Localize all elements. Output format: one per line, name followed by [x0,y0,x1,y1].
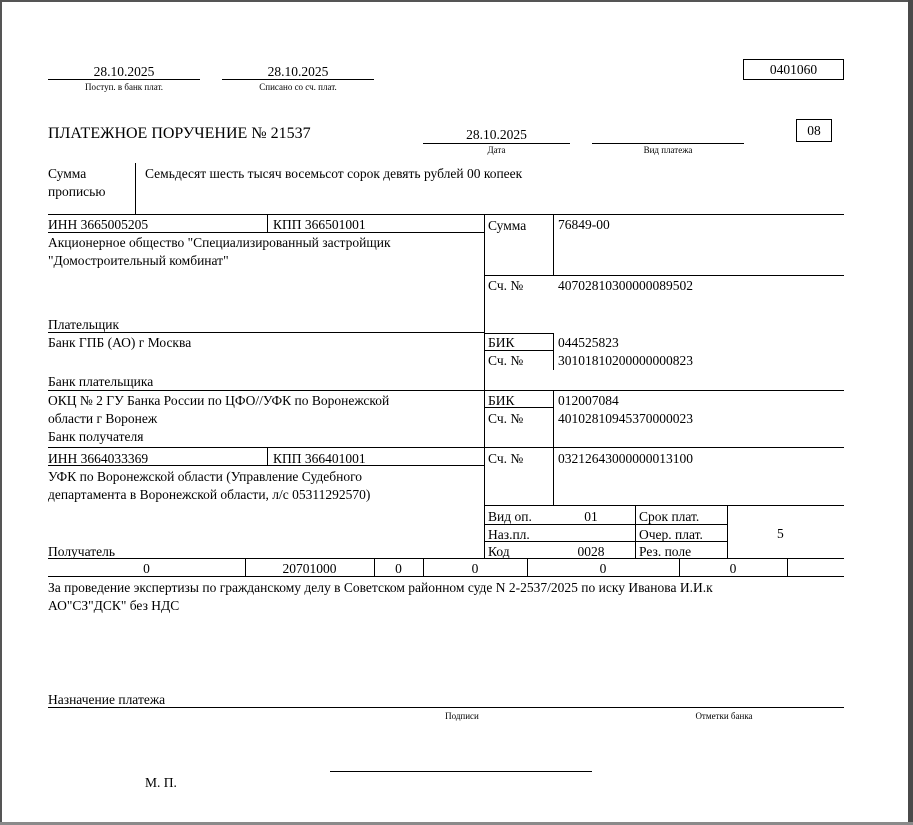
grid-line [48,214,844,215]
payer-bank-account: 30101810200000000823 [558,353,693,368]
payee-name-line-2: департамента в Воронежской области, л/с 05311292570) [48,487,371,502]
tax-field-period: 0 [471,561,479,576]
grid-line [553,214,554,276]
payee-name-line-1: УФК по Воронежской области (Управление Судебного [48,469,363,484]
payer-bank-name: Банк ГПБ (АО) г Москва [48,335,192,350]
reserve-label: Рез. поле [639,544,692,559]
payee-inn: ИНН 3664033369 [48,451,149,466]
received-date-line [48,79,200,80]
tax-field-kbk: 0 [143,561,150,576]
page-border-right [908,0,913,825]
debited-date-line [222,79,374,80]
amount-words-divider [135,163,136,214]
signatures-label: Подписи [445,711,479,721]
payee-bank-account: 40102810945370000023 [558,411,693,426]
payer-bank-account-label: Сч. № [488,353,524,368]
tax-field-basis: 0 [395,561,402,576]
amount-value: 76849-00 [558,217,610,232]
payer-bank-bik: 044525823 [558,335,619,350]
payee-kpp: КПП 366401001 [273,451,366,466]
tax-field-doc-date: 0 [729,561,737,576]
payer-kpp: КПП 366501001 [273,217,366,232]
code-label: Код [488,544,510,559]
grid-line [553,334,554,370]
grid-line [48,390,844,391]
priority-value: 5 [777,526,784,541]
payee-bank-bik-label: БИК [488,393,515,408]
tax-field-oktmo: 20701000 [282,561,337,576]
debited-date: 28.10.2025 [267,64,329,79]
page-border-left [0,0,2,825]
tax-field-doc-number: 0 [599,561,607,576]
payee-bank-label: Банк получателя [48,429,144,444]
signature-line [330,771,592,772]
purpose-line-1: За проведение экспертизы по гражданскому делу в Советском районном суде N 2-2537/2025 по иску Иванова И.И.к [48,580,713,595]
grid-line [267,214,268,232]
page-title: ПЛАТЕЖНОЕ ПОРУЧЕНИЕ № 21537 [48,125,311,142]
payee-account-label: Сч. № [488,451,524,466]
priority-label: Очер. плат. [639,527,703,542]
op-type-label: Вид оп. [488,509,532,524]
bank-marks-label: Отметки банка [695,711,753,721]
op-type-value: 01 [584,509,598,524]
payee-account: 03212643000000013100 [558,451,693,466]
code-value: 0028 [577,544,605,559]
grid-line [787,558,788,576]
payer-label: Плательщик [48,317,120,332]
payer-name-line-1: Акционерное общество "Специализированный застройщик [48,235,391,250]
payment-type-label: Вид платежа [643,145,693,155]
amount-words-label-1: Сумма [48,166,87,181]
status-code: 08 [796,119,832,142]
payer-account: 40702810300000089502 [558,278,693,293]
payment-type-line [592,143,744,144]
amount-label: Сумма [488,218,527,233]
payee-bank-account-label: Сч. № [488,411,524,426]
purpose-line [48,707,844,708]
amount-words-text: Семьдесят шесть тысяч восемьсот сорок девять рублей 00 копеек [145,166,523,181]
grid-line [727,505,728,558]
payee-bank-name-line-2: области г Воронеж [48,411,158,426]
document-date: 28.10.2025 [466,127,527,142]
payee-bank-name-line-1: ОКЦ № 2 ГУ Банка России по ЦФО//УФК по Воронежской [48,393,390,408]
grid-line [48,558,844,559]
received-date-label: Поступ. в банк плат. [85,82,163,92]
term-label: Срок плат. [639,509,700,524]
grid-line [484,275,844,276]
purpose-label: Назначение платежа [48,692,166,707]
payer-bank-label: Банк плательщика [48,374,154,389]
payer-name-line-2: "Домостроительный комбинат" [48,253,229,268]
grid-line [484,505,844,506]
grid-line [635,505,636,558]
debited-date-label: Списано со сч. плат. [259,82,337,92]
purpose-code-label: Наз.пл. [488,527,530,542]
purpose-line-2: АО"СЗ"ДСК" без НДС [48,598,180,613]
stamp-label: М. П. [145,775,177,790]
received-date: 28.10.2025 [93,64,155,79]
payer-bank-bik-label: БИК [488,335,515,350]
document-date-line [423,143,570,144]
payee-bank-bik: 012007084 [558,393,619,408]
payee-label: Получатель [48,544,116,559]
payer-account-label: Сч. № [488,278,524,293]
amount-words-label-2: прописью [48,184,106,199]
grid-line [484,214,485,558]
payer-inn: ИНН 3665005205 [48,217,149,232]
grid-line [267,447,268,465]
form-code: 0401060 [743,59,844,80]
document-date-label: Дата [487,145,506,155]
grid-line [48,447,844,448]
page-border-top [0,0,913,2]
